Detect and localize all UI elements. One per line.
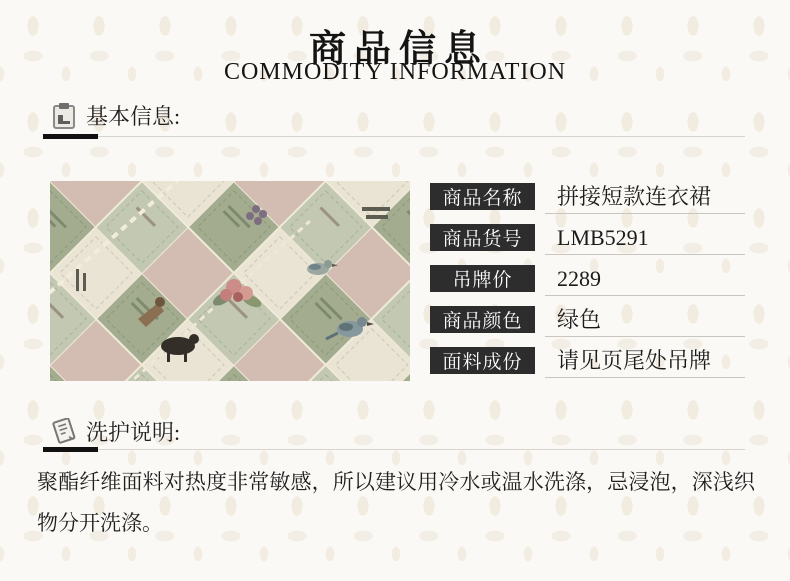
- row-label: 商品名称: [430, 183, 535, 210]
- row-value: 绿色: [545, 306, 745, 337]
- table-row: [430, 265, 745, 306]
- care-instructions: 聚酯纤维面料对热度非常敏感，所以建议用冷水或温水洗涤，忌浸泡，深浅织物分开洗涤。: [37, 470, 755, 535]
- product-info-table: [430, 183, 745, 388]
- basic-info-title: 基本信息:: [86, 104, 181, 129]
- page-title: 商品信息: [309, 29, 489, 70]
- care-section-divider: [43, 447, 745, 452]
- divider-accent-bar: [43, 134, 98, 139]
- table-row: [430, 347, 745, 388]
- care-section-title: 洗护说明:: [86, 420, 181, 445]
- table-row: [430, 306, 745, 347]
- basic-section-divider: [43, 134, 745, 139]
- table-row: [430, 183, 745, 224]
- product-image: [50, 181, 410, 381]
- row-label: 商品货号: [430, 224, 535, 251]
- row-label: 面料成份: [430, 347, 535, 374]
- clipboard-icon: [52, 102, 76, 129]
- divider-line: [98, 136, 745, 137]
- row-label: 吊牌价: [430, 265, 535, 292]
- page-subtitle: COMMODITY INFORMATION: [223, 59, 567, 85]
- wash-note-icon: [52, 418, 76, 445]
- row-value: LMB5291: [545, 224, 745, 255]
- divider-line: [98, 449, 745, 450]
- care-section-header: [52, 416, 180, 447]
- divider-accent-bar: [43, 447, 98, 452]
- row-label: 商品颜色: [430, 306, 535, 333]
- row-value: 请见页尾处吊牌: [545, 347, 745, 378]
- row-value: 2289: [545, 265, 745, 296]
- table-row: [430, 224, 745, 265]
- row-value: 拼接短款连衣裙: [545, 183, 745, 214]
- basic-info-header: [52, 100, 180, 131]
